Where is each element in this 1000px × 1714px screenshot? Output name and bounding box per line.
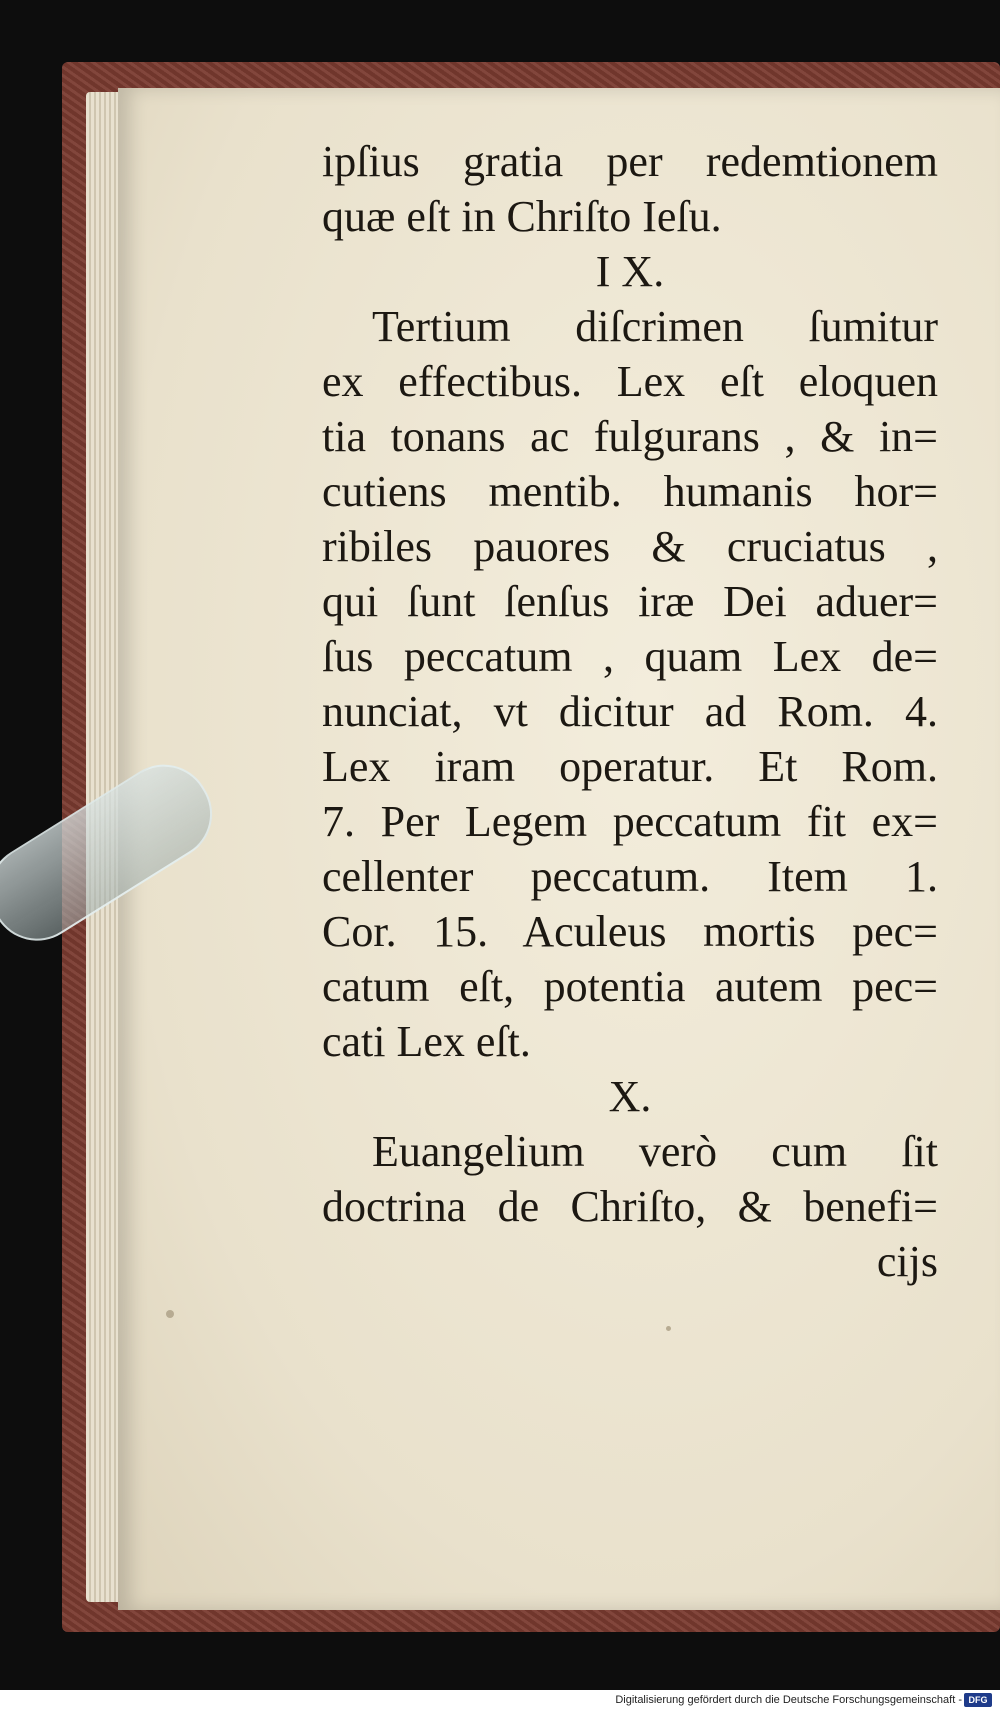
- text-line: cutiens mentib. humanis hor=: [322, 467, 938, 516]
- text-line: quæ eſt in Chriſto Ieſu.: [322, 192, 722, 241]
- text-line: ex effectibus. Lex eſt eloquen: [322, 357, 938, 406]
- text-line: qui ſunt ſenſus iræ Dei aduer=: [322, 577, 938, 626]
- footer-credit: Digitalisierung gefördert durch die Deutsche Forschungsgemeinschaft -: [615, 1694, 962, 1706]
- text-line: cati Lex eſt.: [322, 1017, 531, 1066]
- paper-spot: [166, 1310, 174, 1318]
- text-line: Cor. 15. Aculeus mortis pec=: [322, 907, 938, 956]
- section-number: I X.: [595, 247, 665, 296]
- text-line: ribiles pauores & cruciatus ,: [322, 522, 938, 571]
- text-line: nunciat, vt dicitur ad Rom. 4.: [322, 687, 938, 736]
- catchword: cijs: [876, 1237, 938, 1286]
- section-number: X.: [608, 1072, 652, 1121]
- page-text: [322, 134, 938, 1289]
- text-line: doctrina de Chriſto, & benefi=: [322, 1182, 938, 1231]
- paper-spot: [666, 1326, 671, 1331]
- text-line: ſus peccatum , quam Lex de=: [322, 632, 938, 681]
- text-line: Euangelium verò cum ſit: [372, 1127, 938, 1176]
- text-line: Lex iram operatur. Et Rom.: [322, 742, 938, 791]
- dfg-logo: DFG: [964, 1693, 992, 1707]
- text-line: ipſius gratia per redemtionem: [322, 137, 938, 186]
- text-line: 7. Per Legem peccatum fit ex=: [322, 797, 938, 846]
- text-line: Tertium diſcrimen ſumitur: [372, 302, 938, 351]
- text-line: catum eſt, potentia autem pec=: [322, 962, 938, 1011]
- text-line: tia tonans ac fulgurans , & in=: [322, 412, 938, 461]
- text-line: cellenter peccatum. Item 1.: [322, 852, 938, 901]
